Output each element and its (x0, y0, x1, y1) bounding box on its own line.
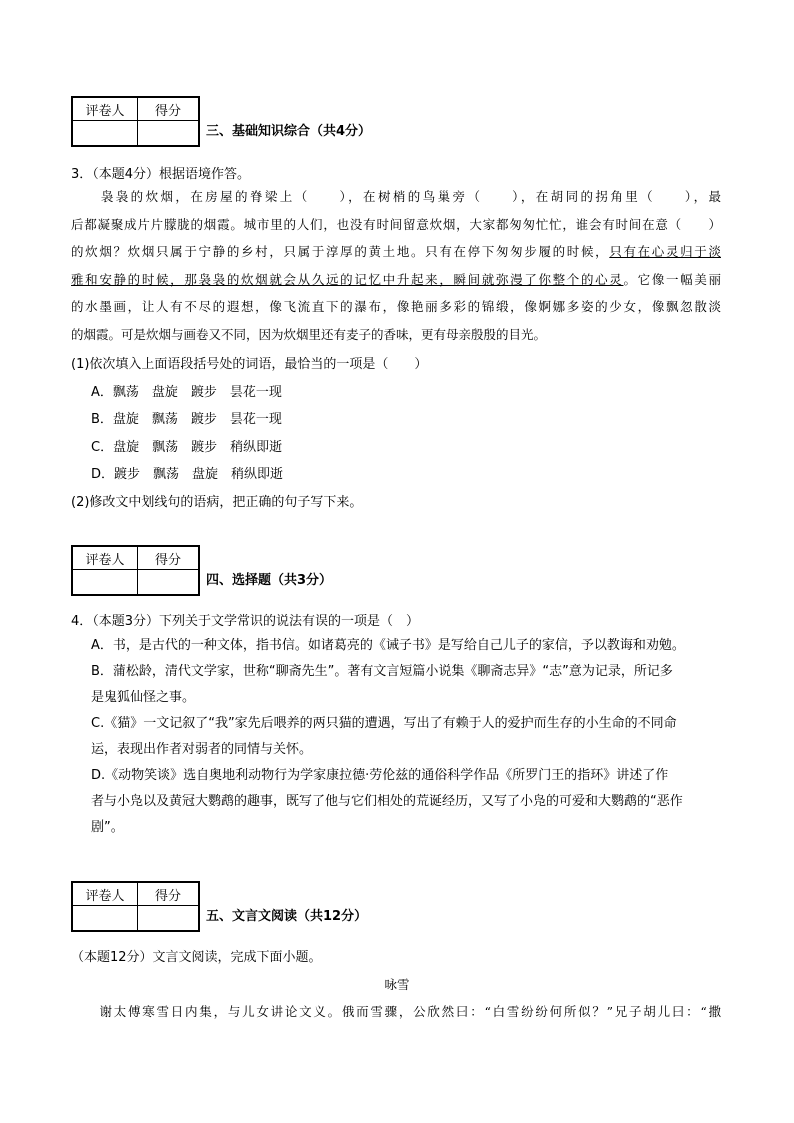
score-cell (138, 570, 200, 596)
passage (71, 183, 721, 348)
passage-line: 后都凝聚成片片朦胧的烟霞。城市里的人们，也没有时间留意炊烟，大家都匆匆忙忙，谁会有时间在意（ ） (71, 216, 721, 232)
option-d-line[interactable]: 剧”。 (91, 820, 124, 835)
passage-text: 。它像一幅美丽 (623, 271, 721, 287)
grader-cell (72, 570, 138, 596)
grader-cell (72, 906, 138, 932)
section-3-header (71, 96, 751, 144)
passage-text: 的炊烟？炊烟只属于宁静的乡村，只属于淳厚的黄土地。只有在停下匆匆步履的时候， (71, 244, 610, 259)
grader-label: 评卷人 (72, 882, 138, 906)
score-label: 得分 (138, 546, 200, 570)
question-4-header: 4．（本题3分）下列关于文学常识的说法有误的一项是（ ） (71, 614, 420, 629)
section-title: 三、基础知识综合（共4分） (206, 124, 372, 139)
section-title: 四、选择题（共3分） (206, 573, 333, 588)
passage-line (71, 238, 721, 266)
option-c-line[interactable]: 运，表现出作者对弱者的同情与关怀。 (91, 742, 313, 757)
option-b-line[interactable]: 是鬼狐仙怪之事。 (91, 690, 196, 705)
grader-label: 评卷人 (72, 546, 138, 570)
option-b[interactable]: B．盘旋 飘荡 踱步 昙花一现 (91, 412, 282, 427)
classical-text-line: 谢太傅寒雪日内集，与儿女讲论文义。俄而雪骤，公欣然曰：“白雪纷纷何所似？”兄子胡儿曰：“撒 (71, 1004, 721, 1019)
option-a[interactable]: A．飘荡 盘旋 踱步 昙花一现 (91, 385, 282, 400)
score-label: 得分 (138, 882, 200, 906)
score-table (71, 881, 200, 932)
option-c-line[interactable]: C.《猫》一文记叙了“我”家先后喂养的两只猫的遭遇，写出了有赖于人的爱护而生存的小生命的不同命 (91, 716, 677, 731)
option-c[interactable]: C．盘旋 飘荡 踱步 稍纵即逝 (91, 440, 283, 455)
passage-line: 袅袅的炊烟，在房屋的脊梁上（ ），在树梢的鸟巢旁（ ），在胡同的拐角里（ ），最 (71, 189, 721, 204)
score-cell (138, 121, 200, 147)
question-3-header: 3．（本题4分）根据语境作答。 (71, 167, 251, 182)
section-title: 五、文言文阅读（共12分） (206, 909, 368, 924)
question-5-header: （本题12分）文言文阅读，完成下面小题。 (71, 950, 322, 965)
option-a[interactable]: A．书，是古代的一种文体，指书信。如诸葛亮的《诫子书》是写给自己儿子的家信，予以教诲和劝勉。 (91, 638, 685, 653)
grader-label: 评卷人 (72, 97, 138, 121)
poem-title: 咏雪 (384, 977, 410, 992)
option-d-line[interactable]: 者与小凫以及黄冠大鹦鹉的趣事，既写了他与它们相处的荒诞经历，又写了小凫的可爱和大鹦鹉的“恶作 (91, 794, 683, 809)
sub-question-2: (2)修改文中划线句的语病，把正确的句子写下来。 (71, 495, 363, 510)
score-table (71, 545, 200, 596)
question-4-options (91, 633, 726, 841)
section-5-header (71, 881, 751, 929)
passage-line: 的水墨画，让人有不尽的遐想，像飞流直下的瀑布，像艳丽多彩的锦缎，像婀娜多姿的少女，像飘忽散淡 (71, 299, 721, 314)
score-cell (138, 906, 200, 932)
score-label: 得分 (138, 97, 200, 121)
option-d-line[interactable]: D.《动物笑谈》选自奥地利动物行为学家康拉德·劳伦兹的通俗科学作品《所罗门王的指环》讲述了作 (91, 768, 669, 783)
passage-line (71, 266, 721, 294)
score-table (71, 96, 200, 147)
option-b-line[interactable]: B．蒲松龄，清代文学家，世称“聊斋先生”。著有文言短篇小说集《聊斋志异》“志”意为记录，所记多 (91, 664, 673, 679)
sub-question-1: (1)依次填入上面语段括号处的词语，最恰当的一项是（ ） (71, 357, 428, 372)
underlined-sentence: 雅和安静的时候，那袅袅的炊烟就会从久远的记忆中升起来，瞬间就弥漫了你整个的心灵 (71, 271, 624, 287)
underlined-sentence: 只有在心灵归于淡 (609, 244, 721, 259)
grader-cell (72, 121, 138, 147)
section-4-header (71, 545, 751, 593)
passage-line: 的烟霞。可是炊烟与画卷又不同，因为炊烟里还有麦子的香味，更有母亲殷殷的目光。 (71, 326, 547, 342)
option-d[interactable]: D．踱步 飘荡 盘旋 稍纵即逝 (91, 467, 284, 482)
